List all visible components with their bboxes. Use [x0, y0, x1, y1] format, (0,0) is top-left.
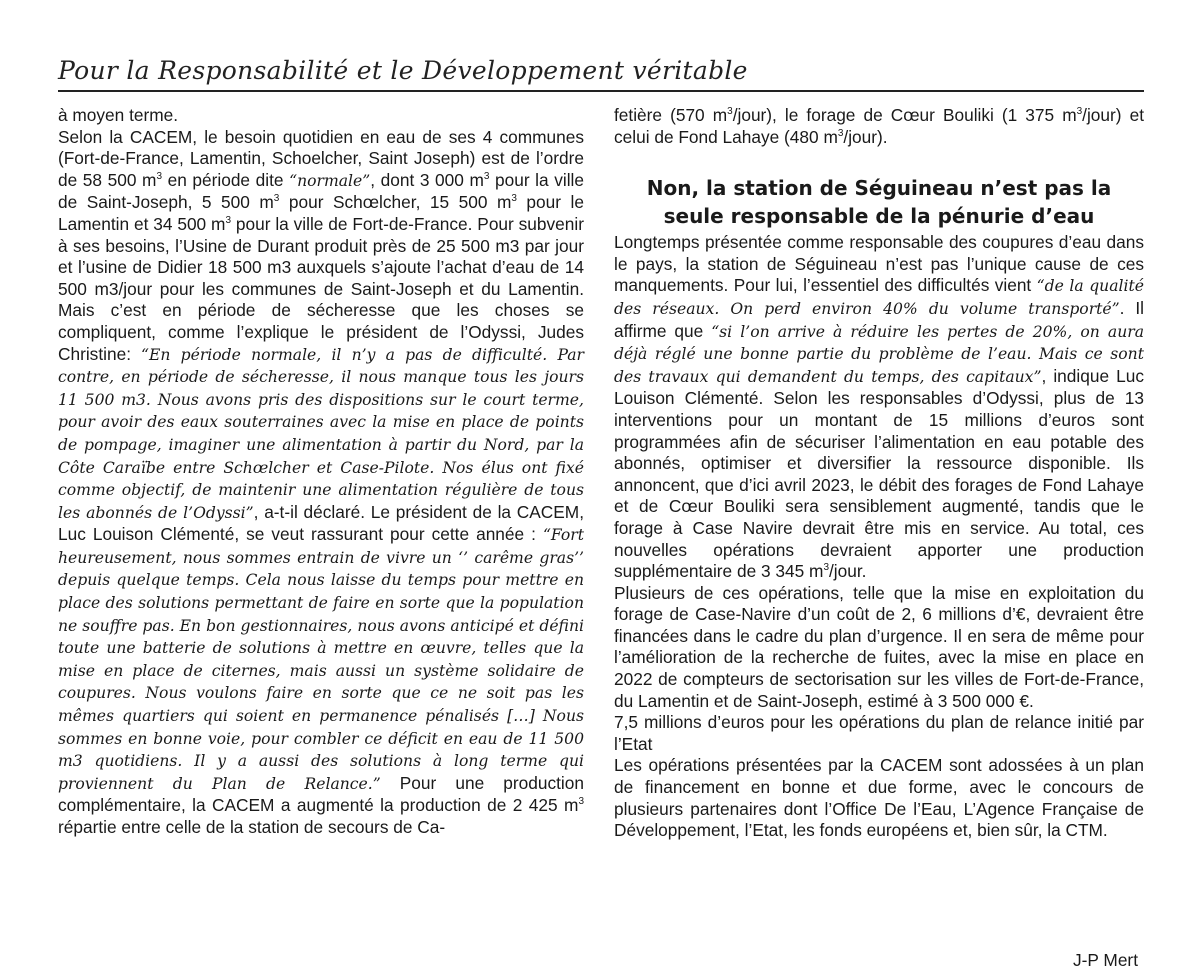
paragraph: fetière (570 $m^3/jour$), le forage de Cœur Bouliki (1 375 $m^3/jour$) et celui de Fond Lahaye (480 $m^3/jour$).	[614, 105, 1144, 147]
paragraph: Selon la CACEM, le besoin quotidien en eau de ses 4 communes (Fort-de-France, Lamentin, Schoelcher, Saint Joseph) est de l’ordre de 58 500 $m^3$ en période dite “normale”, dont 3 000 $m^3$ pour la ville de Saint-Joseph, 5 500 $m^3$ pour Schœlcher, 15 500 $m^3$ pour le Lamentin et 34 500 $m^3$ pour la ville de Fort-de-France. Pour subvenir à ses besoins, l’Usine de Durant produit près de 25 500 m3 par jour et l’usine de Didier 18 500 m3 auxquels s’ajoute l’achat d’eau de 14 500 m3/jour pour les communes de Saint-Joseph et du Lamentin. Mais c’est en période de sécheresse que les choses se compliquent, comme l’explique le président de l’Odyssi, Judes Christine: “En période normale, il n’y a pas de difficulté. Par contre, en période de sécheresse, il nous manque tous les jours 11 500 m3. Nous avons pris des dispositions sur le court terme, pour avoir des eaux souterraines avec la mise en place de points de pompage, imaginer une alimentation à partir du Nord, par la Côte Caraïbe entre Schœlcher et Case-Pilote. Nos élus ont fixé comme objectif, de maintenir une alimentation régulière de tous les abonnés de l’Odyssi”, a-t-il déclaré. Le président de la CACEM, Luc Louison Clémenté, se veut rassurant pour cette année : “Fort heureusement, nous sommes entrain de vivre un ‘’ carême gras’’ depuis quelque temps. Cela nous laisse du temps pour mettre en place des solutions permettant de faire en sorte que la population ne souffre pas. En bon gestionnaires, nous avons anticipé et défini toute une batterie de solutions à mettre en œuvre, telles que la mise en place de citernes, mais aussi un système solidaire de coupures. Nous voulons faire en sorte que ce ne soit pas les mêmes quartiers qui soient en permanence pénalisés […] Nous sommes en bonne voie, pour combler ce déficit en eau de 11 500 m3 quotidiens. Il y a aussi des solutions à long terme qui proviennent du Plan de Relance.” Pour une production complémentaire, la CACEM a augmenté la production de 2 425 $m^3$ répartie entre celle de la station de secours de Ca-	[58, 126, 584, 837]
quote: “si l’on arrive à réduire les pertes de 20%, on aura déjà réglé une bonne partie du problème de l’eau. Mais ce sont des travaux qui demandent du temps, des capitaux”	[614, 322, 1145, 386]
paragraph: Plusieurs de ces opérations, telle que la mise en exploitation du forage de Case-Navire d’un coût de 2, 6 millions d’€, devraient être financées dans le cadre du plan d’urgence. Il en sera de même pour l’amélioration de la recherche de fuites, avec la mise en place en 2022 de compteurs de sectorisation sur les villes de Fort-de-France, du Lamentin et de Saint-Joseph, estimé à 3 500 000 €.	[614, 582, 1144, 711]
section-heading: Non, la station de Séguineau n’est pas la seule responsable de la pénurie d’eau	[646, 176, 1112, 229]
header-rule	[58, 90, 1144, 92]
right-column	[614, 105, 1144, 842]
paragraph: à moyen terme.	[58, 105, 179, 125]
quote: “En période normale, il n’y a pas de difficulté. Par contre, en période de sécheresse, il nous manque tous les jours 11 500 m3. Nous avons pris des dispositions sur le court terme, pour avoir des eaux souterraines avec la mise en place de points de pompage, imaginer une alimentation à partir du Nord, par la Côte Caraïbe entre Schœlcher et Case-Pilote. Nos élus ont fixé comme objectif, de maintenir une alimentation régulière de tous les abonnés de l’Odyssi”	[58, 345, 584, 522]
quote: “normale”	[289, 171, 371, 190]
paragraph: Longtemps présentée comme responsable des coupures d’eau dans le pays, la station de Séguineau n’est pas l’unique cause de ces manquements. Pour lui, l’essentiel des difficultés vient “de la qualité des réseaux. On perd environ 40% du volume transporté”. Il affirme que “si l’on arrive à réduire les pertes de 20%, on aura déjà réglé une bonne partie du problème de l’eau. Mais ce sont des travaux qui demandent du temps, des capitaux”, indique Luc Louison Clémenté. Selon les responsables d’Odyssi, plus de 13 interventions pour un montant de 15 millions d’euros sont programmées afin de sécuriser l’alimentation en eau potable des abonnés, optimiser et diversifier la ressource disponible. Ils annoncent, que d’ici avril 2023, le débit des forages de Fond Lahaye et de Cœur Bouliki sera sensiblement augmenté, tandis que le forage à Case Navire devrait être mis en service. Au total, ces nouvelles opérations devraient apporter une production supplémentaire de 3 345 $m^3$/jour.	[614, 232, 1145, 582]
author-signature: J-P Mert	[1073, 950, 1138, 970]
left-column	[58, 105, 584, 839]
page-header-title: Pour la Responsabilité et le Développement véritable	[58, 56, 748, 85]
paragraph: Les opérations présentées par la CACEM sont adossées à un plan de financement en bonne et due forme, avec le concours de plusieurs partenaires dont l’Office De l’Eau, L’Agence Française de Développement, l’Etat, les fonds européens et, bien sûr, la CTM.	[614, 755, 1144, 841]
paragraph: 7,5 millions d’euros pour les opérations du plan de relance initié par l’Etat	[614, 712, 1144, 754]
quote: “Fort heureusement, nous sommes entrain de vivre un ‘’ carême gras’’ depuis quelque temps. Cela nous laisse du temps pour mettre en place des solutions permettant de faire en sorte que la population ne souffre pas. En bon gestionnaires, nous avons anticipé et défini toute une batterie de solutions à mettre en œuvre, telles que la mise en place de citernes, mais aussi un système solidaire de coupures. Nous voulons faire en sorte que ce ne soit pas les mêmes quartiers qui soient en permanence pénalisés […] Nous sommes en bonne voie, pour combler ce déficit en eau de 11 500 m3 quotidiens. Il y a aussi des solutions à long terme qui proviennent du Plan de Relance.”	[58, 526, 584, 793]
quote: “de la qualité des réseaux. On perd environ 40% du volume transporté”	[614, 277, 1144, 318]
